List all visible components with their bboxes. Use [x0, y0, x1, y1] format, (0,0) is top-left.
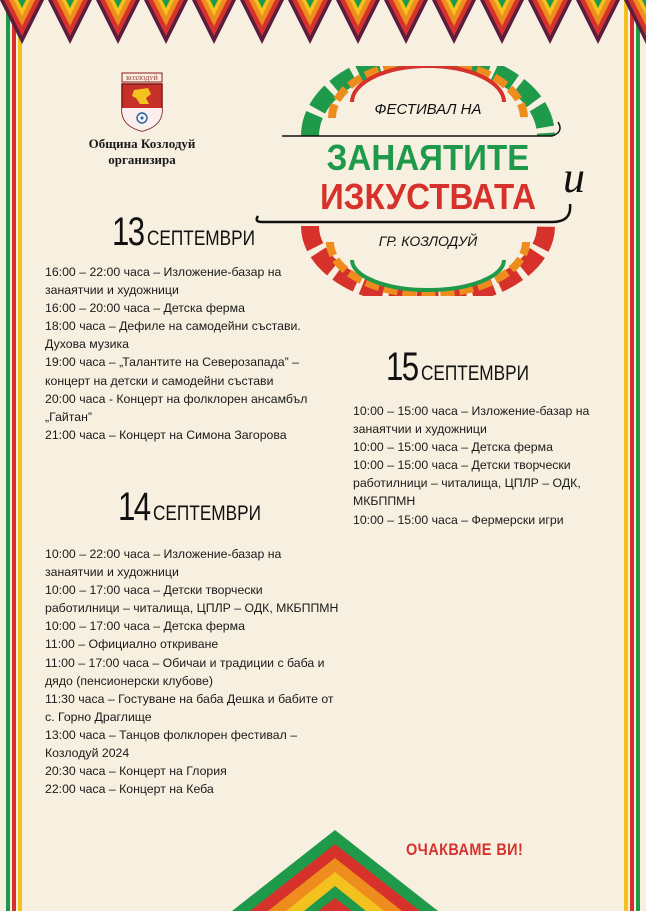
svg-text:КОЗЛОДУЙ: КОЗЛОДУЙ — [126, 76, 158, 82]
schedule-line: 20:00 часа - Концерт на фолклорен ансамбъл — [45, 391, 308, 406]
svg-text:ЗАНАЯТИТЕ: ЗАНАЯТИТЕ — [326, 138, 530, 179]
organizer-label — [78, 136, 206, 168]
schedule-line: 10:00 – 17:00 часа – Детски творчески — [45, 583, 263, 598]
schedule-line: 10:00 – 15:00 часа – Детски творчески — [353, 458, 571, 473]
schedule-line: 11:30 часа – Гостуване на баба Дешка и бабите от — [45, 691, 334, 706]
schedule-line: занаятчии и художници — [353, 422, 487, 437]
schedule-line: Духова музика — [45, 337, 129, 352]
schedule-line: с. Горно Драглище — [45, 709, 152, 724]
schedule-line: 10:00 – 15:00 часа – Детска ферма — [353, 440, 553, 455]
schedule-line: занаятчии и художници — [45, 565, 179, 580]
schedule-day-15 — [353, 402, 589, 529]
svg-text:ИЗКУСТВАТА: ИЗКУСТВАТА — [319, 177, 537, 218]
schedule-line: 11:00 – 17:00 часа – Обичаи и традиции с баба и — [45, 655, 325, 670]
top-embroidery-border — [0, 0, 646, 50]
schedule-line: работилници – читалища, ЦПЛР – ОДК, — [353, 476, 581, 491]
left-stripe-yellow — [18, 0, 22, 911]
municipality-crest-icon — [118, 72, 166, 132]
schedule-line: 13:00 часа – Танцов фолклорен фестивал – — [45, 727, 298, 742]
schedule-day-13 — [45, 263, 307, 444]
schedule-line: 10:00 – 22:00 часа – Изложение-базар на — [45, 547, 282, 561]
schedule-line: занаятчии и художници — [45, 283, 179, 298]
day-month: СЕПТЕМВРИ — [420, 362, 529, 385]
organizer-name: Община Козлодуй — [88, 136, 196, 151]
svg-text:ГР. КОЗЛОДУЙ: ГР. КОЗЛОДУЙ — [378, 233, 478, 249]
right-stripe-yellow — [624, 0, 628, 911]
organizer-verb: организира — [108, 152, 176, 167]
schedule-line: МКБППМН — [353, 494, 416, 509]
schedule-line: 19:00 часа – „Талантите на Северозапада” – — [45, 355, 299, 370]
closing-slogan: ОЧАКВАМЕ ВИ! — [406, 840, 524, 859]
left-stripe-green — [6, 0, 10, 911]
svg-text:и: и — [563, 153, 585, 202]
day-heading-15 — [386, 345, 552, 390]
festival-logo — [252, 66, 604, 296]
schedule-line: 21:00 часа – Концерт на Симона Загорова — [45, 427, 287, 442]
schedule-line: 22:00 часа – Концерт на Кеба — [45, 782, 214, 797]
day-number: 15 — [386, 345, 418, 389]
left-stripe-red — [12, 0, 16, 911]
schedule-line: концерт на детски и самодейни състави — [45, 373, 274, 388]
day-month: СЕПТЕМВРИ — [152, 502, 261, 525]
day-number: 13 — [112, 210, 144, 254]
schedule-line: 16:00 – 22:00 часа – Изложение-базар на — [45, 265, 282, 279]
schedule-line: 20:30 часа – Концерт на Глория — [45, 764, 227, 779]
right-stripe-green — [636, 0, 640, 911]
svg-text:ФЕСТИВАЛ НА: ФЕСТИВАЛ НА — [374, 101, 482, 118]
schedule-line: 10:00 – 17:00 часа – Детска ферма — [45, 619, 245, 634]
schedule-line: 18:00 часа – Дефиле на самодейни състави. — [45, 319, 301, 334]
day-heading-14 — [118, 485, 284, 530]
schedule-line: работилници – читалища, ЦПЛР – ОДК, МКБППМН — [45, 601, 339, 616]
schedule-line: дядо (пенсионерски клубове) — [45, 673, 213, 688]
bottom-embroidery-motif — [230, 828, 440, 911]
day-month: СЕПТЕМВРИ — [146, 227, 255, 250]
schedule-line: „Гайтан” — [45, 409, 92, 424]
schedule-line: 10:00 – 15:00 часа – Изложение-базар на — [353, 404, 590, 418]
schedule-line: 10:00 – 15:00 часа – Фермерски игри — [353, 512, 564, 527]
schedule-line: 11:00 – Официално откриване — [45, 637, 219, 652]
right-stripe-red — [630, 0, 634, 911]
schedule-line: Козлодуй 2024 — [45, 746, 130, 761]
day-heading-13 — [112, 210, 278, 255]
day-number: 14 — [118, 485, 150, 529]
schedule-day-14 — [45, 545, 338, 798]
schedule-line: 16:00 – 20:00 часа – Детска ферма — [45, 301, 245, 316]
